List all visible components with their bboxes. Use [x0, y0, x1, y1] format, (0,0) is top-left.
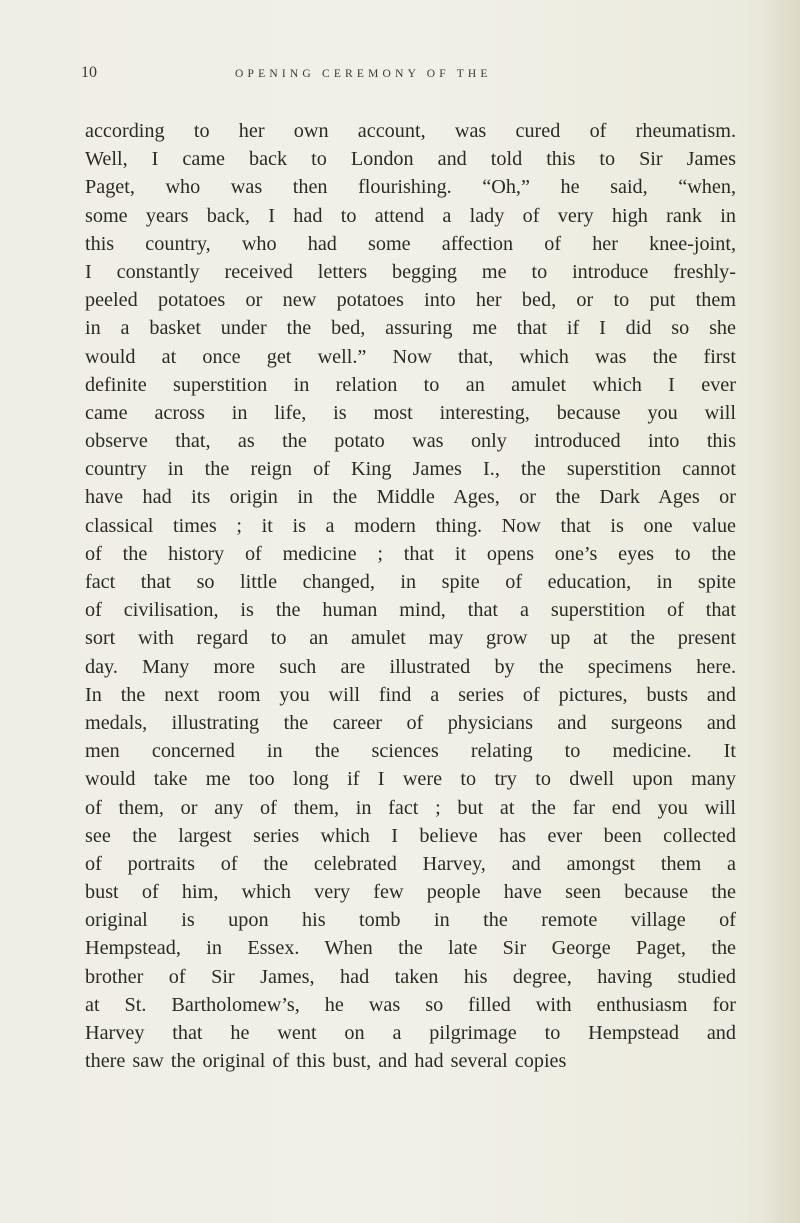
- text-line: Paget, who was then flourishing. “Oh,” he said, “when,: [85, 176, 736, 199]
- text-line: came across in life, is most interesting, because you will: [85, 401, 736, 424]
- text-line: In the next room you will find a series of pictures, busts and: [85, 683, 736, 706]
- page-number: 10: [81, 64, 97, 81]
- text-line: classical times ; it is a modern thing. Now that is one value: [85, 514, 736, 537]
- text-line: peeled potatoes or new potatoes into her bed, or to put them: [85, 289, 736, 312]
- text-line: bust of him, which very few people have seen because the: [85, 881, 736, 904]
- page-edge-shadow: [760, 0, 800, 1223]
- text-line: medals, illustrating the career of physicians and surgeons and: [85, 711, 736, 734]
- text-line: sort with regard to an amulet may grow up at the present: [85, 627, 736, 650]
- text-line: of portraits of the celebrated Harvey, and amongst them a: [85, 852, 736, 875]
- text-line: would take me too long if I were to try to dwell upon many: [85, 768, 736, 791]
- body-paragraph: [85, 117, 736, 1075]
- text-line: see the largest series which I believe has ever been collected: [85, 824, 736, 847]
- text-line: according to her own account, was cured of rheumatism.: [85, 120, 736, 142]
- text-line: Well, I came back to London and told this to Sir James: [85, 148, 736, 171]
- text-line: original is upon his tomb in the remote village of: [85, 909, 736, 932]
- text-line: country in the reign of King James I., the superstition cannot: [85, 458, 736, 481]
- text-line: fact that so little changed, in spite of education, in spite: [85, 571, 736, 593]
- text-line: this country, who had some affection of her knee-joint,: [85, 232, 736, 255]
- text-line: in a basket under the bed, assuring me that if I did so she: [85, 317, 736, 340]
- text-line: some years back, I had to attend a lady of very high rank in: [85, 204, 736, 227]
- text-line: would at once get well.” Now that, which was the first: [85, 345, 736, 368]
- text-line: of the history of medicine ; that it opens one’s eyes to the: [85, 542, 736, 565]
- text-line: day. Many more such are illustrated by the specimens here.: [85, 655, 736, 678]
- text-line: definite superstition in relation to an amulet which I ever: [85, 373, 736, 396]
- text-line: of civilisation, is the human mind, that a superstition of that: [85, 599, 736, 622]
- page-header: [77, 60, 737, 90]
- text-line: men concerned in the sciences relating to medicine. It: [85, 740, 736, 763]
- text-line: of them, or any of them, in fact ; but at the far end you will: [85, 796, 736, 819]
- text-line: observe that, as the potato was only introduced into this: [85, 430, 736, 453]
- text-line: Hempstead, in Essex. When the late Sir George Paget, the: [85, 937, 736, 960]
- text-line: Harvey that he went on a pilgrimage to Hempstead and: [85, 1022, 736, 1044]
- text-line: at St. Bartholomew’s, he was so filled with enthusiasm for: [85, 993, 736, 1016]
- running-head: OPENING CEREMONY OF THE: [235, 68, 492, 80]
- text-line: I constantly received letters begging me to introduce freshly-: [85, 260, 736, 283]
- text-line: there saw the original of this bust, and had several copies: [85, 1050, 567, 1073]
- text-line: have had its origin in the Middle Ages, or the Dark Ages or: [85, 486, 736, 509]
- text-line: brother of Sir James, had taken his degree, having studied: [85, 965, 736, 988]
